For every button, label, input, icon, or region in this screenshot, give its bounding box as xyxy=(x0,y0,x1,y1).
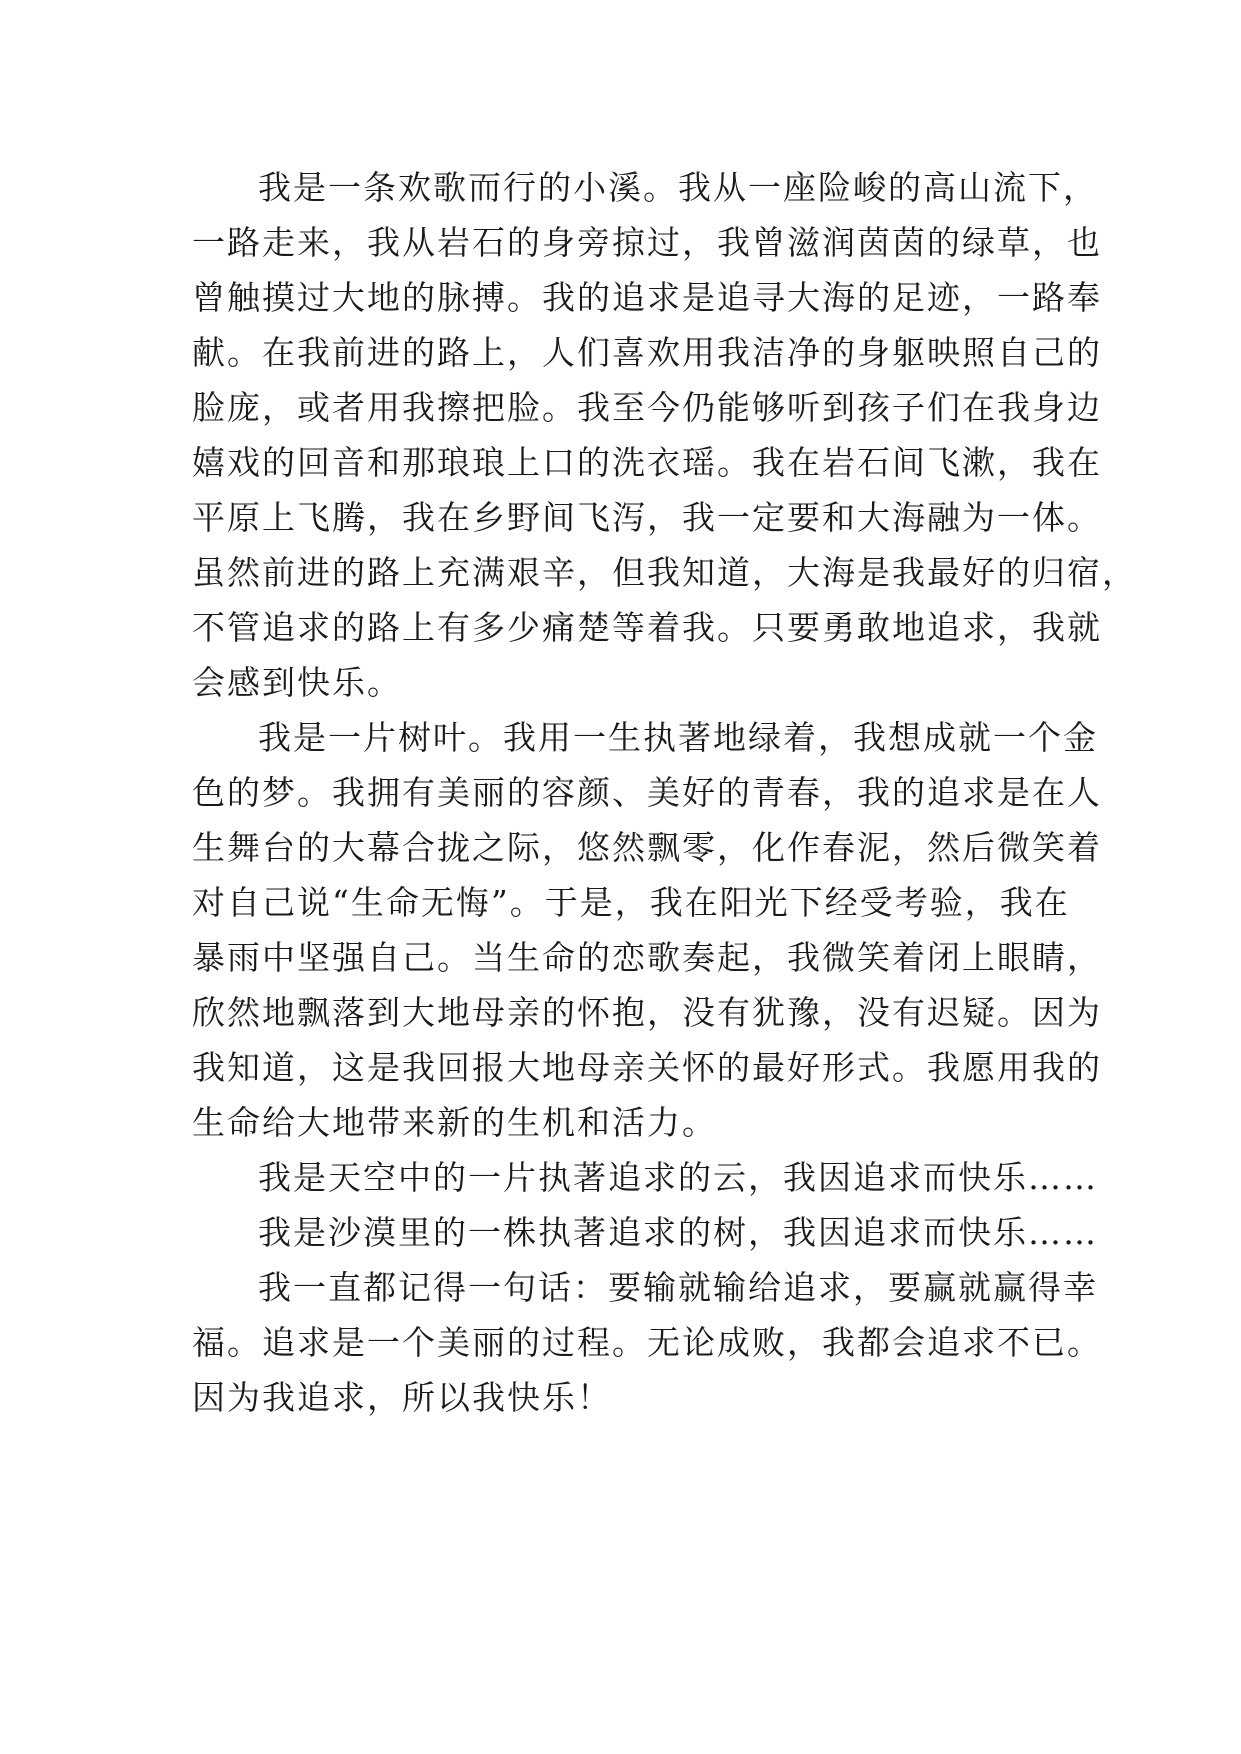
paragraph-3-line-1: 我是天空中的一片执著追求的云，我因追求而快乐…… xyxy=(258,1158,1098,1197)
paragraph-1-line-8: 虽然前进的路上充满艰辛，但我知道，大海是我最好的归宿， xyxy=(192,553,1137,592)
paragraph-1-line-4: 献。在我前进的路上，人们喜欢用我洁净的身躯映照自己的 xyxy=(192,333,1102,372)
paragraph-2-line-7: 我知道，这是我回报大地母亲关怀的最好形式。我愿用我的 xyxy=(192,1048,1102,1087)
paragraph-4-line-1: 我是沙漠里的一株执著追求的树，我因追求而快乐…… xyxy=(258,1213,1098,1252)
paragraph-2-line-2: 色的梦。我拥有美丽的容颜、美好的青春，我的追求是在人 xyxy=(192,773,1102,812)
paragraph-1-line-6: 嬉戏的回音和那琅琅上口的洗衣瑶。我在岩石间飞漱，我在 xyxy=(192,443,1102,482)
paragraph-2-line-6: 欣然地飘落到大地母亲的怀抱，没有犹豫，没有迟疑。因为 xyxy=(192,993,1102,1032)
paragraph-1-line-1: 我是一条欢歌而行的小溪。我从一座险峻的高山流下， xyxy=(258,168,1098,207)
document-body xyxy=(192,160,1137,1425)
paragraph-1-line-3: 曾触摸过大地的脉搏。我的追求是追寻大海的足迹，一路奉 xyxy=(192,278,1102,317)
paragraph-1-line-10: 会感到快乐。 xyxy=(192,663,402,702)
paragraph-5-line-1: 我一直都记得一句话：要输就输给追求，要赢就赢得幸 xyxy=(258,1268,1098,1307)
paragraph-1-line-9: 不管追求的路上有多少痛楚等着我。只要勇敢地追求，我就 xyxy=(192,608,1102,647)
paragraph-5-line-3: 因为我追求，所以我快乐！ xyxy=(192,1378,612,1417)
paragraph-1-line-7: 平原上飞腾，我在乡野间飞泻，我一定要和大海融为一体。 xyxy=(192,498,1102,537)
paragraph-2-line-3: 生舞台的大幕合拢之际，悠然飘零，化作春泥，然后微笑着 xyxy=(192,828,1102,867)
paragraph-2-line-5: 暴雨中坚强自己。当生命的恋歌奏起，我微笑着闭上眼睛， xyxy=(192,938,1102,977)
paragraph-1-line-5: 脸庞，或者用我擦把脸。我至今仍能够听到孩子们在我身边 xyxy=(192,388,1102,427)
paragraph-2-line-4: 对自己说“生命无悔”。于是，我在阳光下经受考验，我在 xyxy=(192,883,1070,922)
paragraph-1-line-2: 一路走来，我从岩石的身旁掠过，我曾滋润茵茵的绿草，也 xyxy=(192,223,1102,262)
paragraph-2-line-8: 生命给大地带来新的生机和活力。 xyxy=(192,1103,717,1142)
paragraph-2-line-1: 我是一片树叶。我用一生执著地绿着，我想成就一个金 xyxy=(258,718,1098,757)
paragraph-5-line-2: 福。追求是一个美丽的过程。无论成败，我都会追求不已。 xyxy=(192,1323,1102,1362)
